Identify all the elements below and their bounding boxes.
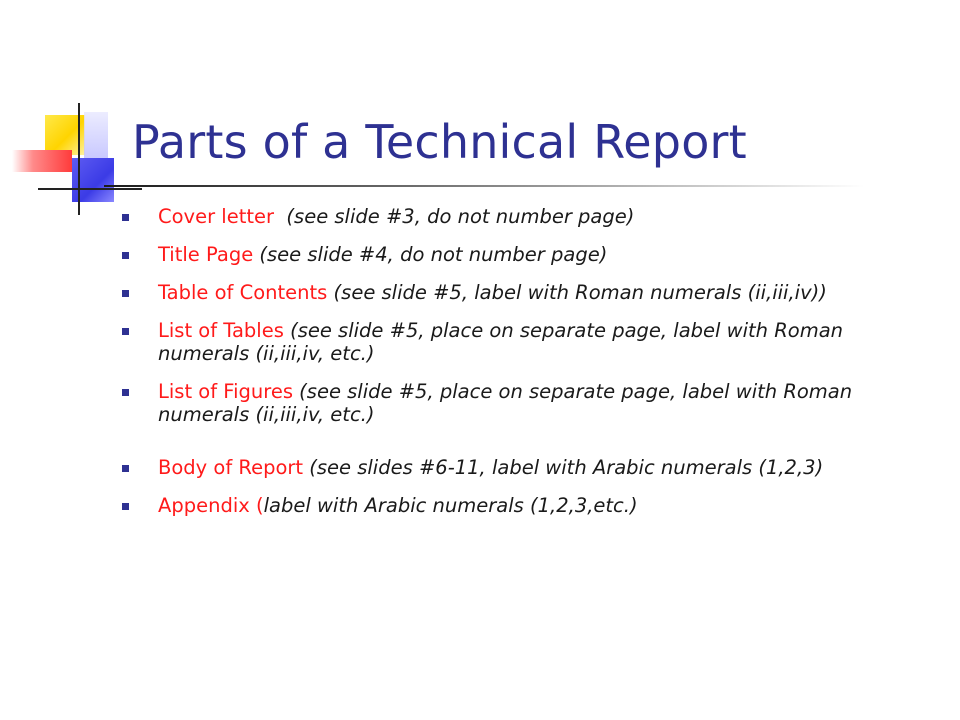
light-blue-bar-graphic <box>84 112 108 162</box>
item-description: see slide #3, do not number page) <box>294 205 635 228</box>
item-paren: ( <box>253 243 268 266</box>
slide-decoration <box>0 0 140 230</box>
list-item-cover-letter <box>122 205 912 228</box>
item-description: see slide #5, label with Roman numerals (ii,iii,iv)) <box>341 281 827 304</box>
bullet-icon <box>122 503 129 510</box>
item-label: List of Figures <box>158 380 293 403</box>
list-item-title-page <box>122 243 912 266</box>
vertical-line-graphic <box>78 103 80 215</box>
item-label: Title Page <box>158 243 254 266</box>
item-label: List of Tables <box>158 319 284 342</box>
list-item-list-of-figures <box>122 380 912 426</box>
item-paren: ( <box>303 456 317 479</box>
item-label: Body of Report <box>158 456 304 479</box>
horizontal-line-graphic <box>38 188 142 190</box>
item-description: see slide #4, do not number page) <box>267 243 608 266</box>
item-paren: ( <box>292 380 307 403</box>
list-item-table-of-contents <box>122 281 912 304</box>
item-label: Table of Contents <box>158 281 328 304</box>
bullet-icon <box>122 328 129 335</box>
bullet-icon <box>122 290 129 297</box>
slide-title: Parts of a Technical Report <box>132 115 747 169</box>
bullet-icon <box>122 389 129 396</box>
list-item-list-of-tables <box>122 319 912 365</box>
title-underline <box>104 185 864 187</box>
item-label: Appendix ( <box>158 494 264 517</box>
item-paren: ( <box>274 205 295 228</box>
bullet-icon <box>122 214 129 221</box>
list-item-appendix <box>122 494 912 517</box>
item-description: see slide #5, place on separate page, label with Roman numerals (ii,iii,iv, etc.) <box>158 319 844 365</box>
red-bar-graphic <box>12 150 72 172</box>
item-description: see slide #5, place on separate page, label with Roman numerals (ii,iii,iv, etc.) <box>158 380 853 426</box>
item-description: label with Arabic numerals (1,2,3,etc.) <box>263 494 638 517</box>
item-description: see slides #6-11, label with Arabic numerals (1,2,3) <box>316 456 824 479</box>
bullet-icon <box>122 252 129 259</box>
item-paren: ( <box>327 281 342 304</box>
list-item-body-of-report <box>122 456 912 479</box>
bullet-icon <box>122 465 129 472</box>
item-paren: ( <box>283 319 298 342</box>
item-label: Cover letter <box>158 205 275 228</box>
bullet-list <box>122 205 912 532</box>
